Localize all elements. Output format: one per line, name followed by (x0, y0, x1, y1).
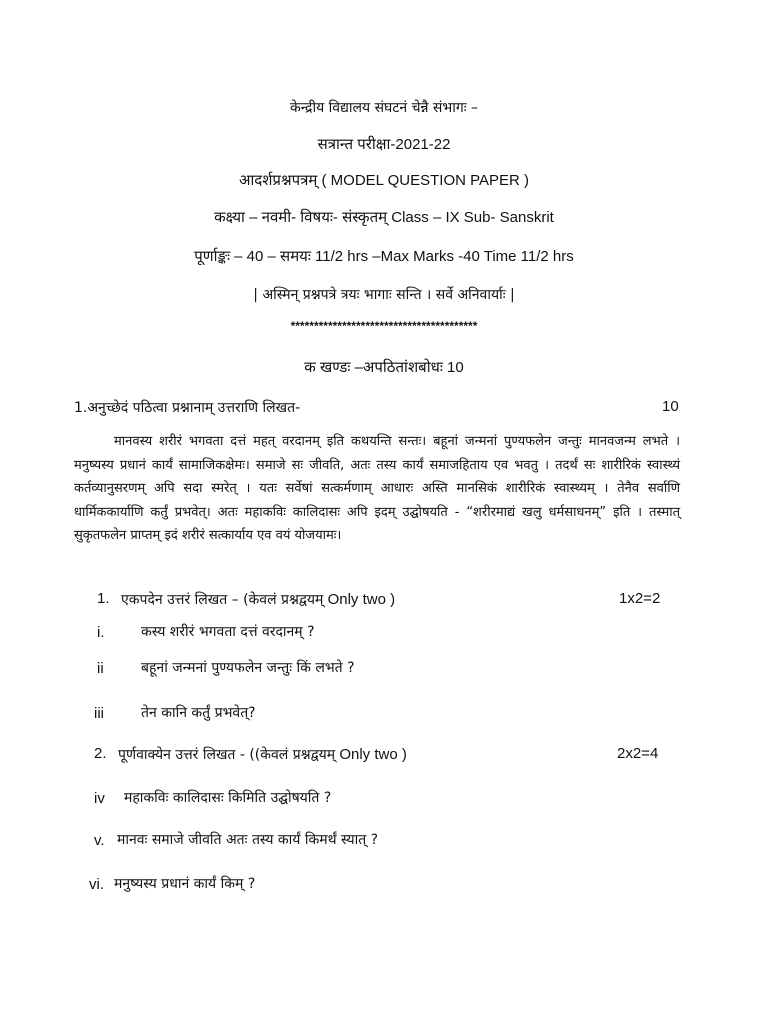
item-question: महाकविः कालिदासः किमिति उद्घोषयति ? (124, 790, 332, 806)
instructions-line: | अस्मिन् प्रश्नपत्रे त्रयः भागाः सन्ति । सर्वे अनिवार्याः | (253, 287, 515, 303)
subq2-number: 2. (94, 745, 107, 762)
marks-time-line: पूर्णाङ्कः – 40 – समयः 11/2 hrs –Max Marks -40 Time 11/2 hrs (194, 248, 574, 265)
item-question: तेन कानि कर्तुं प्रभवेत्? (141, 705, 256, 721)
organization-title: केन्द्रीय विद्यालय संघटनं चेन्नै संभागः – (289, 100, 479, 116)
subq1-instruction-text: एकपदेन उत्तरं लिखत – (केवलं प्रश्नद्वयम् (121, 592, 324, 608)
subq2-marks: 2x2=4 (617, 745, 659, 762)
item-question: मनुष्यस्य प्रधानं कार्यं किम् ? (114, 876, 256, 892)
paper-title: आदर्शप्रश्नपत्रम् ( MODEL QUESTION PAPER ) (238, 172, 530, 189)
subq1-instruction-latin: Only two ) (323, 591, 396, 608)
class-subject-line: कक्ष्या – नवमी- विषयः- संस्कृतम् Class – IX Sub- Sanskrit (214, 209, 554, 226)
subq2-instruction-text: पूर्णवाक्येन उत्तरं लिखत - ((केवलं प्रश्नद्वयम् (118, 747, 336, 763)
separator-stars: **************************************** (290, 319, 478, 333)
subq2-instruction (118, 745, 407, 764)
item-number: vi. (89, 876, 104, 893)
section-heading: क खण्डः –अपठितांशबोधः 10 (304, 359, 464, 376)
question-1-marks: 10 (662, 398, 679, 415)
item-number: i. (97, 624, 105, 641)
item-question: मानवः समाजे जीवति अतः तस्य कार्यं किमर्थं स्यात् ? (117, 832, 379, 848)
unseen-passage: मानवस्य शरीरं भगवता दत्तं महत् वरदानम् इति कथयन्ति सन्तः। बहूनां जन्मनां पुण्यफलेन जन्तुः मानवजन्म लभते । मनुष्यस्य प्रधानं कार्यं सामाजिकक्षेमः। समाजे सः जीवति, अतः तस्य कार्यं समाजहिताय एव भवतु । तदर्थं सः शारीरिकं स्वास्थ्यं कर्तव्यानुसरणम् अपि सदा स्मरेत् । यतः सर्वेषां सत्कर्मणाम् आधारः अस्ति मानसिकं शारीरिकं स्वास्थ्यम् । तेनैव सर्वाणि धार्मिककार्याणि कर्तुं प्रभवेत्। अतः महाकविः कालिदासः अपि इदम् उद्घोषयति - “शरीरमाद्यं खलु धर्मसाधनम्” इति । तस्मात् सुकृतफलेन प्राप्तम् इदं शरीरं सत्कार्याय एव वयं योजयामः। (74, 434, 680, 544)
question-1-heading: 1.अनुच्छेदं पठित्वा प्रश्नानाम् उत्तराणि लिखत- (74, 400, 301, 416)
item-question: बहूनां जन्मनां पुण्यफलेन जन्तुः किं लभते ? (141, 660, 355, 676)
item-number: v. (94, 832, 105, 849)
subq2-instruction-latin: Only two ) (335, 746, 407, 763)
subq1-number: 1. (97, 590, 110, 607)
item-number: iv (94, 790, 105, 807)
item-number: ii (97, 660, 104, 677)
item-number: iii (94, 705, 104, 722)
subq1-instruction (121, 590, 395, 609)
subq1-marks: 1x2=2 (619, 590, 661, 607)
item-question: कस्य शरीरं भगवता दत्तं वरदानम् ? (141, 624, 315, 640)
exam-title: सत्रान्त परीक्षा-2021-22 (317, 136, 451, 153)
